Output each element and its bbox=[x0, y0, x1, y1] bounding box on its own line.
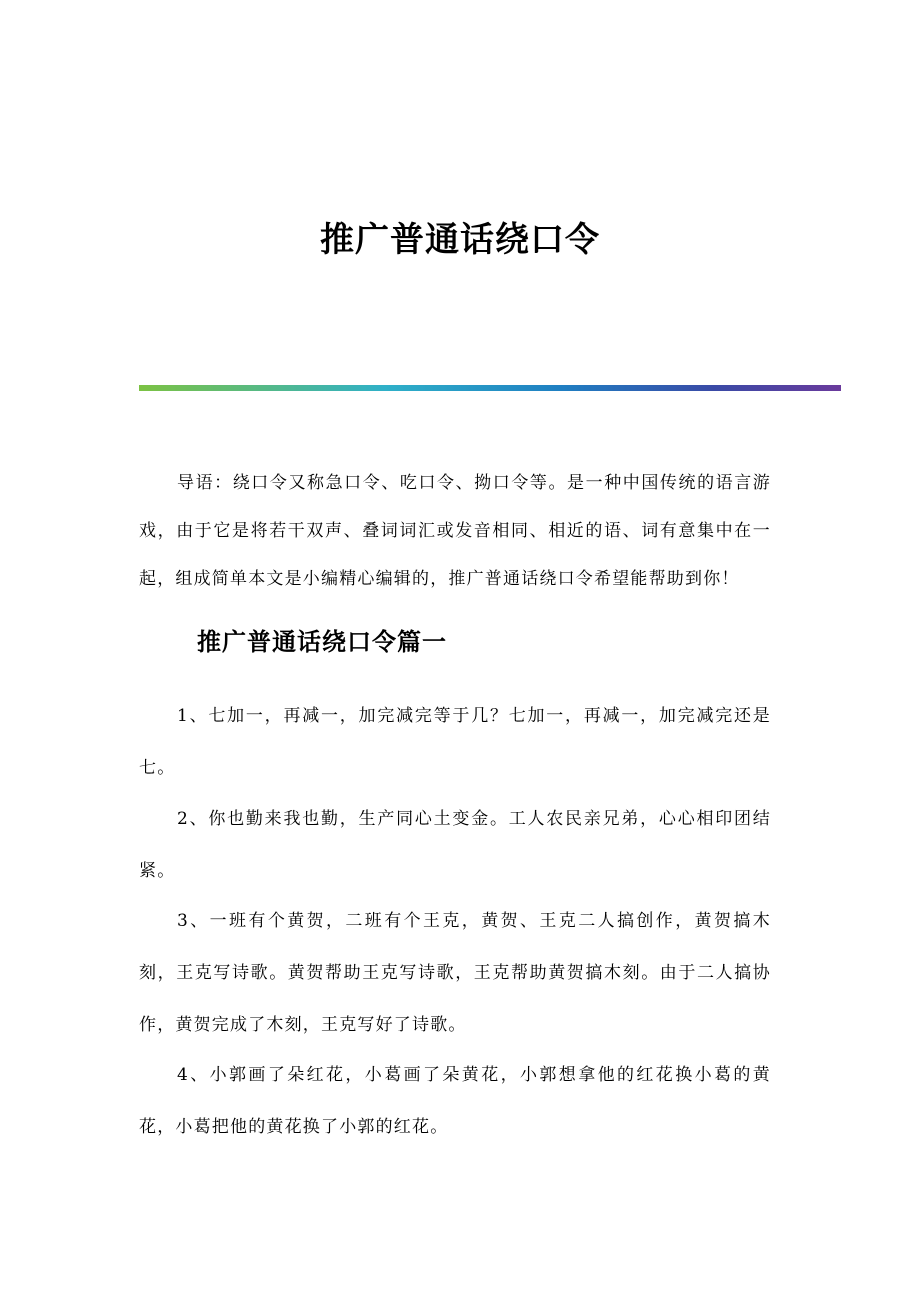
section-heading: 推广普通话绕口令篇一 bbox=[197, 627, 447, 656]
document-title: 推广普通话绕口令 bbox=[320, 220, 600, 260]
list-item: 2、你也勤来我也勤，生产同心土变金。工人农民亲兄弟，心心相印团结紧。 bbox=[139, 809, 771, 881]
list-item: 1、七加一，再减一，加完减完等于几？七加一，再减一，加完减完还是七。 bbox=[139, 706, 771, 778]
gradient-divider bbox=[139, 385, 841, 391]
intro-paragraph: 导语：绕口令又称急口令、吃口令、拗口令等。是一种中国传统的语言游戏，由于它是将若干双声、叠词词汇或发音相同、相近的语、词有意集中在一起，组成简单本文是小编精心编辑的，推广普通话绕口令希望能帮助到你！ bbox=[139, 473, 771, 589]
list-item: 3、一班有个黄贺，二班有个王克，黄贺、王克二人搞创作，黄贺搞木刻，王克写诗歌。黄贺帮助王克写诗歌，王克帮助黄贺搞木刻。由于二人搞协作，黄贺完成了木刻，王克写好了诗歌。 bbox=[139, 911, 771, 1035]
list-item: 4、小郭画了朵红花，小葛画了朵黄花，小郭想拿他的红花换小葛的黄花，小葛把他的黄花换了小郭的红花。 bbox=[139, 1065, 771, 1137]
